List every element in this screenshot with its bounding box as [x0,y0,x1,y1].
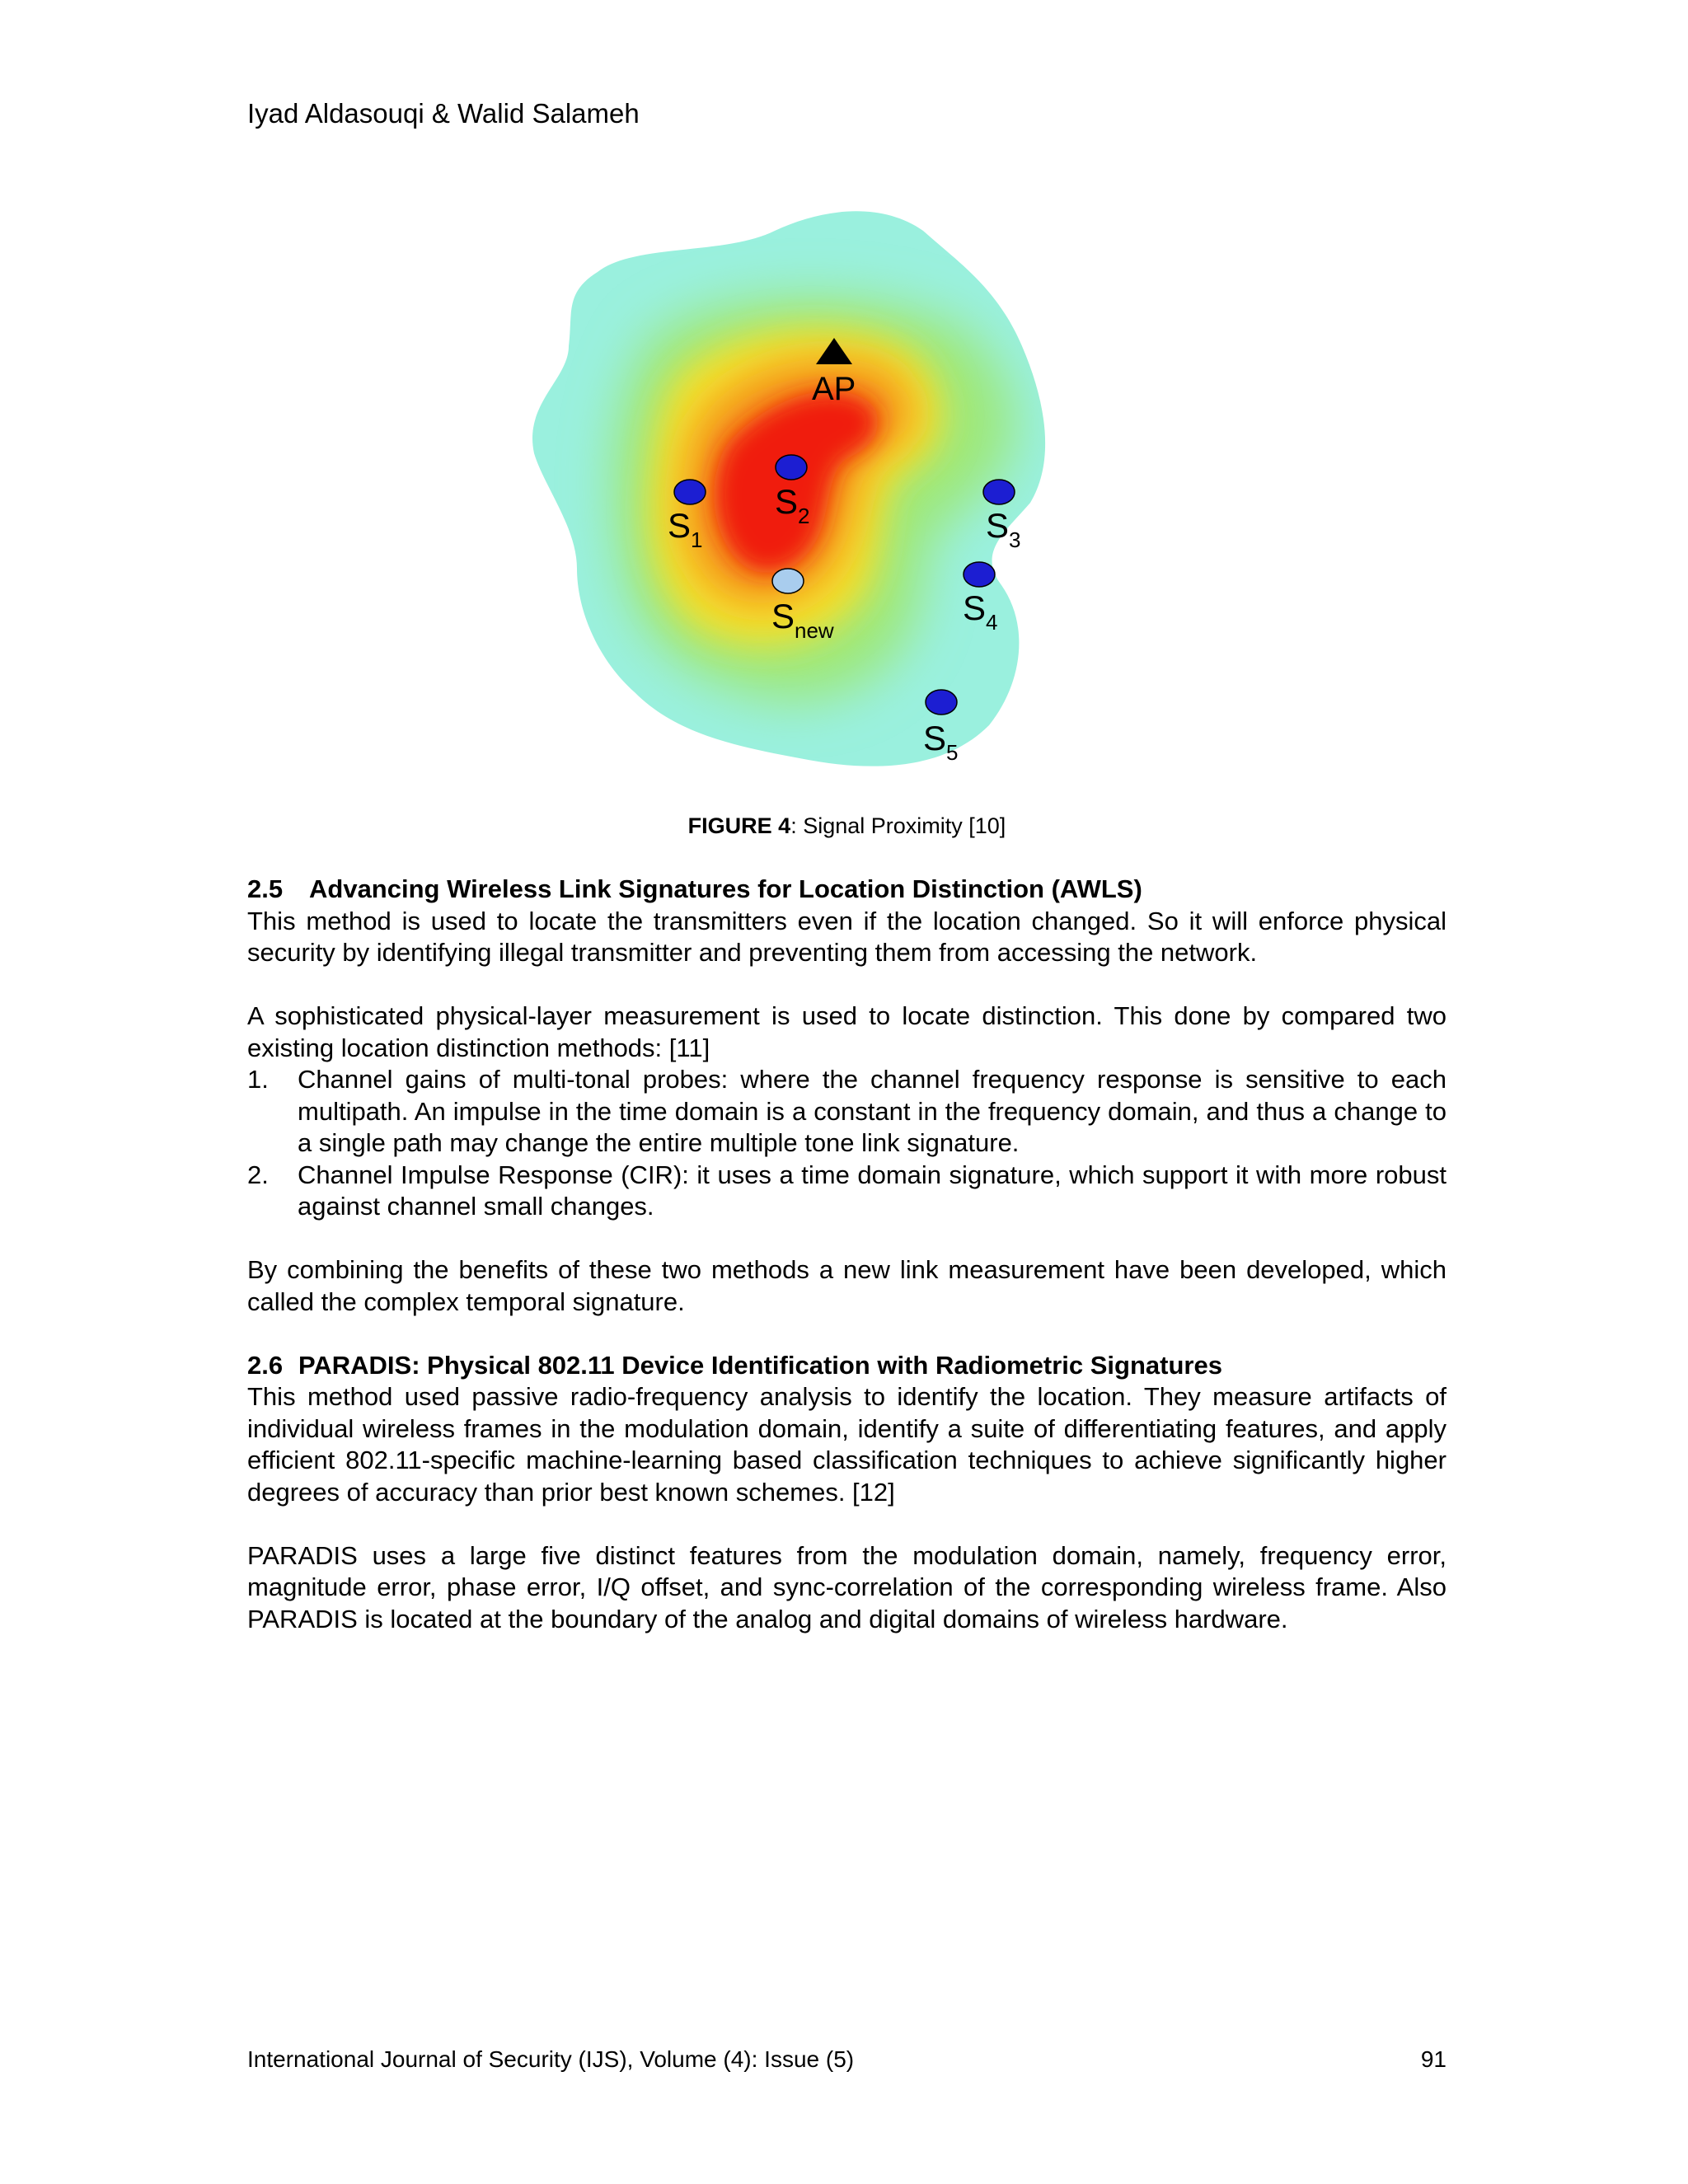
figure-caption-text: : Signal Proximity [10] [790,813,1006,838]
station-s1-marker [674,480,706,504]
station-s1-label: $S_1$ [668,506,703,552]
section-2-5-method-list [247,1064,1447,1223]
section-2-6-heading [247,1350,1447,1382]
list-item-text: Channel gains of multi-tonal probes: where the channel frequency response is sensitive to each multipath. An impulse in the time domain is a constant in the frequency domain, and thus a change to a single path may change the entire multiple tone link signature. [298,1065,1447,1157]
station-s2-label: $S_2$ [775,482,810,528]
section-2-5-paragraph-2: A sophisticated physical-layer measurement is used to locate distinction. This done by compared two existing location distinction methods: [11] [247,1001,1447,1062]
section-2-5-number: 2.5 [247,874,284,903]
section-2-5-heading [247,874,1447,906]
section-2-5-title: Advancing Wireless Link Signatures for Location Distinction (AWLS) [309,874,1142,903]
signal-proximity-figure [528,198,1162,791]
station-s5-marker [926,690,957,715]
article-body [247,874,1447,1635]
section-2-6-paragraph-2: PARADIS uses a large five distinct features from the modulation domain, namely, frequency error, magnitude error, phase error, I/Q offset, and sync-correlation of the corresponding wireless frame. Also PARADIS is located at the boundary of the analog and digital domains of wireless hardware. [247,1540,1447,1633]
footer-page-number: 91 [1420,2046,1447,2072]
station-s3-marker [983,480,1015,504]
station-s2-marker [776,455,807,480]
section-2-6-paragraph-1: This method used passive radio-frequency analysis to identify the location. They measure artifacts of individual wireless frames in the modulation domain, identify a suite of differentiating features, and apply efficient 802.11-specific machine-learning based classification techniques to achieve significantly higher degrees of accuracy than prior best known schemes. [12] [247,1382,1447,1507]
section-2-6-number: 2.6 [247,1350,284,1380]
station-snew-label: $S_{new}$ [771,597,834,643]
list-item [247,1064,1447,1160]
station-snew-marker [772,569,804,593]
figure-caption [247,812,1447,840]
list-item [247,1160,1447,1223]
figure-caption-label: FIGURE 4 [687,813,791,838]
footer-journal: International Journal of Security (IJS), Volume (4): Issue (5) [247,2046,855,2072]
section-2-5-paragraph-1: This method is used to locate the transmitters even if the location changed. So it will enforce physical security by identifying illegal transmitter and preventing them from accessing the network. [247,906,1447,967]
access-point-label: AP [812,371,856,407]
station-s4-label: $S_4$ [963,588,998,635]
list-item-number: 2. [247,1160,269,1189]
running-head: Iyad Aldasouqi & Walid Salameh [247,98,640,129]
list-item-text: Channel Impulse Response (CIR): it uses a time domain signature, which support it with more robust against channel small changes. [298,1160,1447,1221]
station-s3-label: $S_3$ [986,506,1021,552]
station-s5-label: $S_5$ [923,719,959,765]
section-2-5-paragraph-3: By combining the benefits of these two methods a new link measurement have been developed, which called the complex temporal signature. [247,1255,1447,1316]
heatmap-svg [528,198,1162,791]
list-item-number: 1. [247,1065,269,1094]
station-s4-marker [964,562,995,587]
section-2-6-title: PARADIS: Physical 802.11 Device Identification with Radiometric Signatures [298,1350,1222,1380]
